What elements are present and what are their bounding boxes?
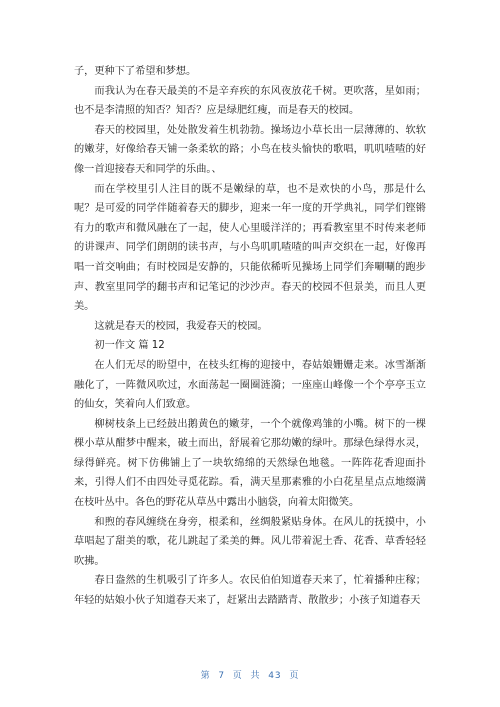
paragraph: 而在学校里引人注目的既不是嫩绿的草，也不是欢快的小鸟，那是什么呢？是可爱的同学伴随着春天的脚步，迎来一年一度的开学典礼，同学们铿锵有力的歌声和微风融在了一起，使人心里暖洋洋的；再看教室里不时传来老师的讲课声、同学们朗朗的读书声，与小鸟叽叽喳喳的叫声交织在一起，好像再唱一首交响曲；有时校园是安静的，只能依稀听见操场上同学们奔唰唰的跑步声、教室里同学的翻书声和记笔记的沙沙声。春天的校园不但景美，而且人更美。 <box>74 183 426 313</box>
section-heading: 初一作文 篇 12 <box>94 340 165 352</box>
paragraph: 而我认为在春天最美的不是辛弃疾的东风夜放花千树。更吹落，星如雨；也不是李清照的知否？知否？应是绿肥红瘦，而是春天的校园。 <box>74 85 426 117</box>
paragraph: 子，更种下了希望和梦想。 <box>74 66 197 77</box>
paragraph: 春日盎然的生机吸引了许多人。农民伯伯知道春天来了，忙着播种庄稼；年轻的姑娘小伙子知道春天来了，赶紧出去踏踏青、散散步；小孩子知道春天 <box>74 575 426 607</box>
paragraph: 和煦的春风缠绕在身旁，根柔和，丝绸般紧贴身体。在风儿的抚摸中，小草唱起了甜美的歌，花儿跳起了柔美的舞。风儿带着泥土香、花香、草香轻轻吹拂。 <box>74 516 426 567</box>
document-body <box>74 62 426 611</box>
paragraph: 春天的校园里，处处散发着生机勃勃。操场边小草长出一层薄薄的、软软的嫩芽，好像给春天铺一条柔软的路；小鸟在枝头愉快的歌唱，叽叽喳喳的好像一首迎接春天和同学的乐曲。、 <box>74 124 426 175</box>
paragraph: 柳树枝条上已经鼓出鹅黄色的嫩芽，一个个就像鸡雏的小嘴。树下的一棵棵小草从酣梦中醒来，破土而出，舒展着它那幼嫩的绿叶。那绿色绿得水灵，绿得鲜亮。树下仿佛铺上了一块软绵绵的天然绿色地毯。一阵阵花香迎面扑来，引得人们不由四处寻觅花踪。看，满天星那素雅的小白花星星点点地缀满在枝叶丛中。各色的野花从草丛中露出小脑袋，向着太阳微笑。 <box>74 418 426 509</box>
paragraph: 在人们无尽的盼望中，在枝头红梅的迎接中，春姑娘姗姗走来。冰雪渐渐融化了，一阵微风吹过，水面荡起一圈圈涟漪；一座座山峰像一个个亭亭玉立的仙女，笑着向人们致意。 <box>74 359 426 411</box>
page-number-label: 第 7 页 共 43 页 <box>200 671 300 681</box>
page-footer <box>0 668 500 681</box>
paragraph: 这就是春天的校园，我爱春天的校园。 <box>94 320 268 332</box>
